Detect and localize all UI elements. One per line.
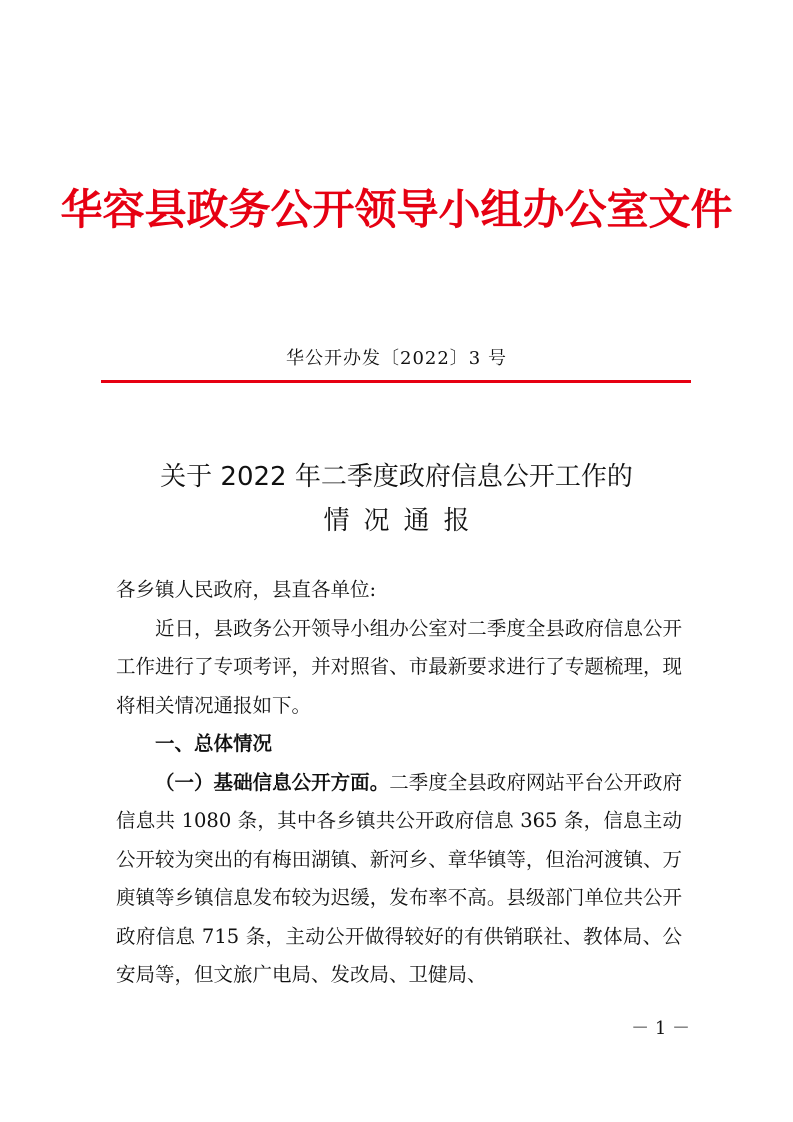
red-divider-line: [101, 380, 691, 383]
subsection-paragraph: [116, 764, 682, 995]
issuing-office-title: 华容县政务公开领导小组办公室文件: [60, 185, 733, 234]
salutation: 各乡镇人民政府，县直各单位:: [116, 578, 377, 601]
section-heading: [116, 725, 682, 764]
document-title-line-2: 情况通报: [323, 506, 484, 536]
section-1-heading: 一、总体情况: [155, 732, 273, 755]
subsection-1-text: 二季度全县政府网站平台公开政府信息共 1080 条，其中各乡镇共公开政府信息 365 条，信息主动公开较为突出的有梅田湖镇、新河乡、章华镇等，但治河渡镇、万庾镇等乡镇信息发布较为迟缓，发布率不高。县级部门单位共公开政府信息 715 条，主动公开做得较好的有供销联社、教体局、公安局等，但文旅广电局、发改局、卫健局、: [116, 770, 682, 986]
document-body: [116, 571, 682, 995]
document-title: [0, 455, 793, 543]
subsection-1-heading: （一）基础信息公开方面。: [155, 770, 390, 794]
intro-paragraph: 近日，县政务公开领导小组办公室对二季度全县政府信息公开工作进行了专项考评，并对照省、市最新要求进行了专题梳理，现将相关情况通报如下。: [116, 616, 682, 717]
document-title-line-1: 关于 2022 年二季度政府信息公开工作的: [160, 462, 633, 492]
document-number: 华公开办发〔2022〕3 号: [286, 348, 507, 369]
page-number: － 1 －: [631, 1018, 690, 1039]
